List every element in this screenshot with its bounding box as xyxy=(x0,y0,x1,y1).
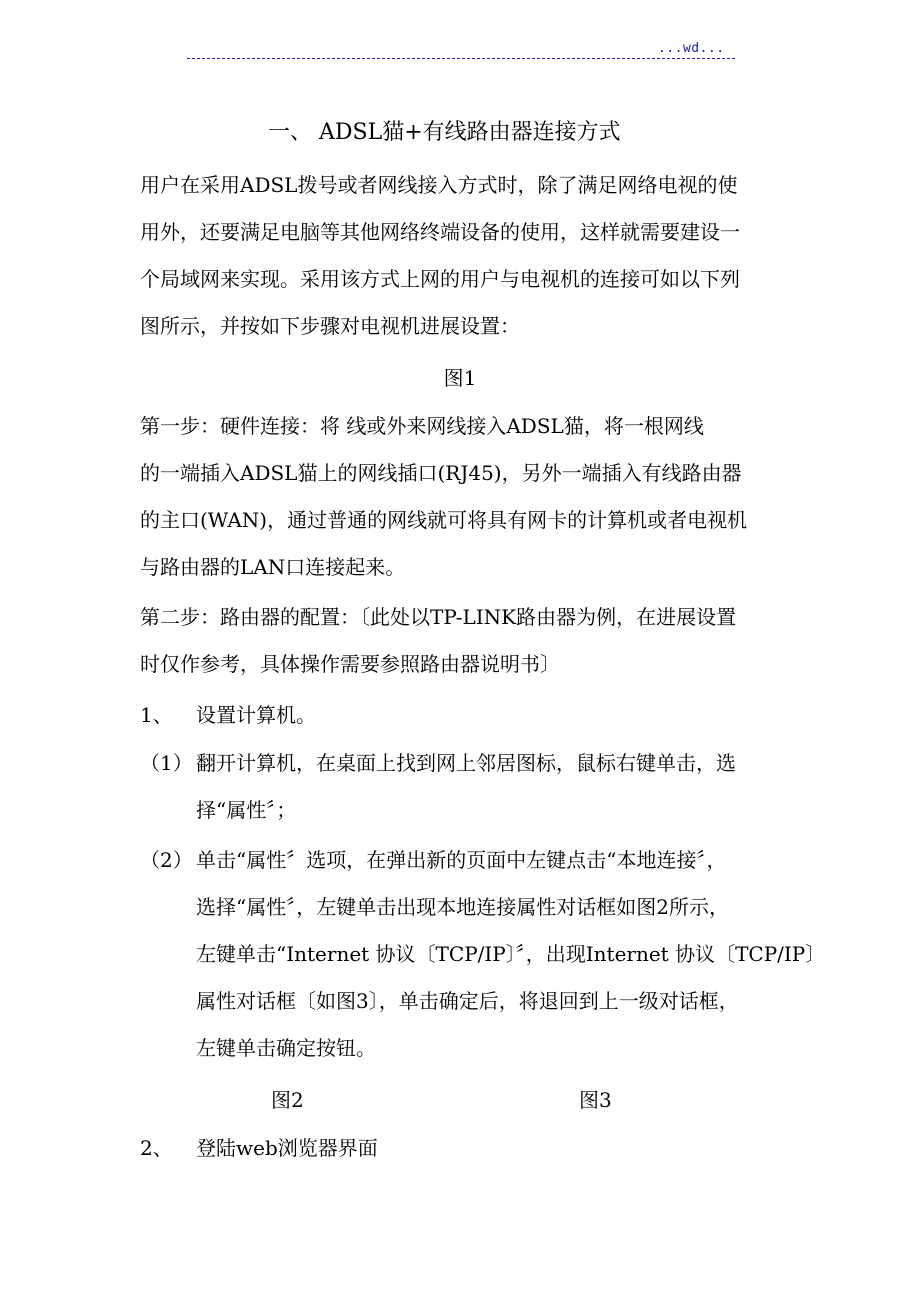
sub-1-line: 择“属性〞； xyxy=(196,798,297,822)
item-1-text: 设置计算机。 xyxy=(196,703,316,727)
intro-line: 图所示，并按如下步骤对电视机进展设置： xyxy=(140,314,520,338)
header-dashed-rule xyxy=(187,58,735,59)
sub-2-number: （2） xyxy=(140,848,193,872)
sub-2-line: 左键单击“Internet 协议〔TCP/IP〕〞，出现Internet 协议〔TCP/IP〕 xyxy=(196,942,826,966)
header-mark: ...wd... xyxy=(658,41,725,56)
sub-2-line: 单击“属性〞选项，在弹出新的页面中左键点击“本地连接〞， xyxy=(196,848,727,872)
sub-1-line: 翻开计算机，在桌面上找到网上邻居图标，鼠标右键单击，选 xyxy=(196,751,736,775)
step1-line: 与路由器的LAN口连接起来。 xyxy=(140,555,406,579)
item-1-number: 1、 xyxy=(140,703,173,727)
sub-2-line: 属性对话框〔如图3〕，单击确定后，将退回到上一级对话框， xyxy=(196,989,739,1013)
item-2-text: 登陆web浏览器界面 xyxy=(196,1136,378,1160)
step2-line: 时仅作参考，具体操作需要参照路由器说明书〕 xyxy=(140,652,560,676)
intro-line: 用户在采用ADSL拨号或者网线接入方式时，除了满足网络电视的使 xyxy=(140,173,738,197)
sub-2-line: 左键单击确定按钮。 xyxy=(196,1036,376,1060)
step1-line: 第一步：硬件连接：将 线或外来网线接入ADSL猫，将一根网线 xyxy=(140,414,704,438)
figure-2-caption: 图2 xyxy=(271,1088,304,1112)
sub-2-line: 选择“属性〞，左键单击出现本地连接属性对话框如图2所示， xyxy=(196,895,729,919)
step1-line: 的一端插入ADSL猫上的网线插口(RJ45)，另外一端插入有线路由器 xyxy=(140,461,742,485)
step1-line: 的主口(WAN)，通过普通的网线就可将具有网卡的计算机或者电视机 xyxy=(140,508,748,532)
figure-3-caption: 图3 xyxy=(579,1088,612,1112)
sub-1-number: （1） xyxy=(140,751,193,775)
intro-line: 用外，还要满足电脑等其他网络终端设备的使用，这样就需要建设一 xyxy=(140,220,740,244)
document-title: 一、 ADSL猫+有线路由器连接方式 xyxy=(268,120,621,145)
intro-line: 个局域网来实现。采用该方式上网的用户与电视机的连接可如以下列 xyxy=(140,267,740,291)
item-2-number: 2、 xyxy=(140,1136,173,1160)
step2-line: 第二步：路由器的配置：〔此处以TP-LINK路由器为例，在进展设置 xyxy=(140,605,737,629)
figure-1-caption: 图1 xyxy=(443,366,477,390)
